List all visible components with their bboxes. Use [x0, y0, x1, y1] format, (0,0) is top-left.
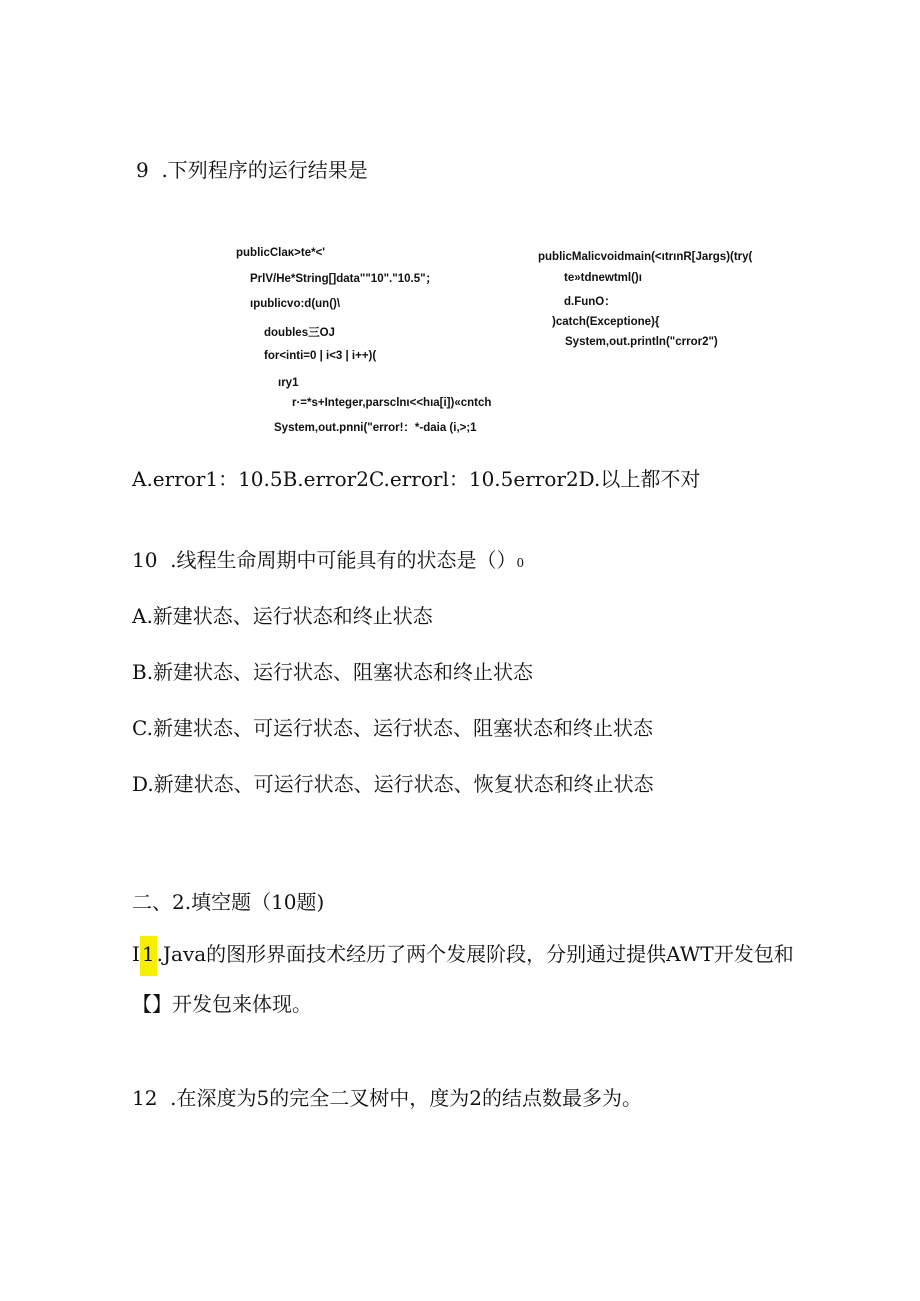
q10-option-a: A.新建状态、运行状态和终止状态 [132, 604, 433, 628]
q11-number-part1: I [132, 942, 140, 966]
code-line: te»tdnewtml()ı [564, 272, 642, 284]
code-line: d.FunO： [564, 296, 616, 308]
code-line: publicMalicvoidmain(<ıtrınR[Jargs)(try( [538, 251, 753, 263]
code-line: ıry1 [278, 377, 299, 389]
q10-option-c: C.新建状态、可运行状态、运行状态、阻塞状态和终止状态 [132, 716, 653, 740]
q10-number: 10 [132, 548, 158, 572]
q9-heading [136, 154, 368, 183]
q12-text: .在深度为5的完全二叉树中，度为2的结点数最多为。 [170, 1086, 642, 1110]
q9-text: .下列程序的运行结果是 [161, 158, 368, 182]
q10-option-b: B.新建状态、运行状态、阻塞状态和终止状态 [132, 660, 534, 684]
q10-heading [132, 544, 524, 573]
code-line: )catch(Exceptione){ [552, 316, 660, 328]
q11-highlight-mark: 1 [140, 936, 157, 976]
code-line: System,out.println("crror2") [565, 336, 718, 348]
q11-line2: 【】开发包来体现。 [132, 992, 312, 1016]
code-line: doubles三OJ [264, 327, 335, 339]
q9-number: 9 [136, 158, 149, 182]
q12-heading [132, 1082, 642, 1111]
q10-text: .线程生命周期中可能具有的状态是（） [170, 548, 517, 572]
q9-options: A.error1：10.5B.error2C.errorl：10.5error2D.以上都不对 [132, 467, 701, 491]
q12-number: 12 [132, 1086, 158, 1110]
q11-line1 [132, 938, 794, 976]
section2-title: 二、2.填空题（10题) [132, 890, 325, 914]
code-line: r·=*s+Integer,parsclnι<<hıa[i])«cntch [292, 397, 492, 409]
code-line: publicClaĸ>te*<' [236, 247, 326, 259]
code-line: for<inti=0 | i<3 | i++)( [264, 350, 377, 362]
q10-option-d: D.新建状态、可运行状态、运行状态、恢复状态和终止状态 [132, 772, 654, 796]
code-line: ıpublicvo:d(un()\ [250, 298, 341, 310]
code-line: PrlV/He*String[]data""10"."10.5"； [250, 273, 438, 285]
code-line: System,out.pnni("error!：*-daia (i,>;1 [274, 422, 477, 434]
q11-text-line1: .Java的图形界面技术经历了两个发展阶段，分别通过提供AWT开发包和 [156, 942, 794, 966]
q10-suffix: 0 [516, 556, 525, 570]
